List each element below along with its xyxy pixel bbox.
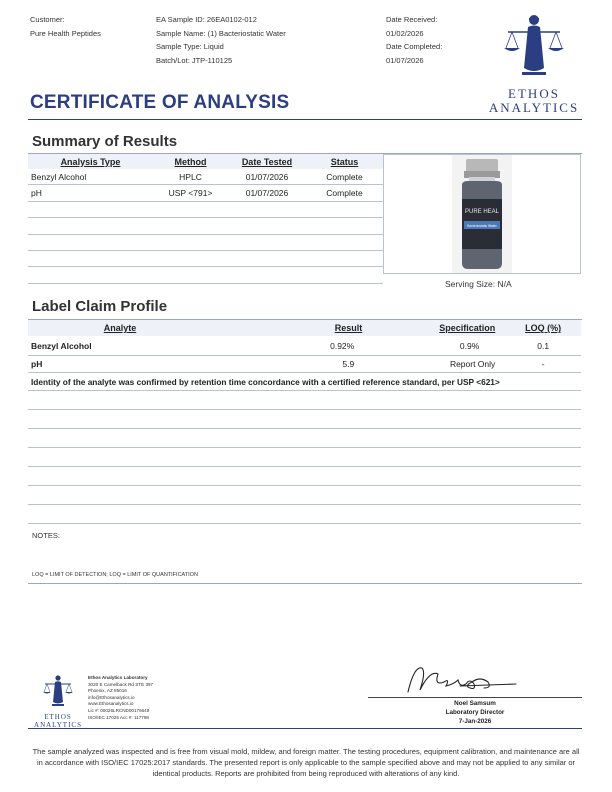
- empty-row: [28, 267, 383, 283]
- cell-method: USP <791>: [153, 185, 228, 201]
- loq-legend: LOQ = LIMIT OF DETECTION; LOQ = LIMIT OF QUANTIFICATION: [32, 572, 198, 578]
- page-title: CERTIFICATE OF ANALYSIS: [30, 92, 290, 113]
- serving-size: Serving Size: N/A: [445, 279, 512, 289]
- label-claim-header-row: [28, 320, 581, 336]
- signature-date: 7-Jan-2026: [458, 718, 492, 725]
- logo-line1: ETHOS: [508, 86, 560, 101]
- date-received-label: Date Received:: [386, 15, 438, 24]
- empty-row: [28, 467, 581, 486]
- footer-divider: [28, 728, 582, 729]
- lab-logo: [32, 673, 84, 729]
- date-completed-label: Date Completed:: [386, 42, 443, 51]
- col-result: Result: [212, 320, 368, 336]
- empty-row: [28, 486, 581, 505]
- sample-type: Sample Type: Liquid: [156, 42, 224, 51]
- summary-heading: Summary of Results: [32, 133, 178, 150]
- lab-web: www.Ethosanalytics.io: [88, 701, 134, 707]
- notes-bottom-rule: [28, 583, 582, 584]
- cell-loq: 0.1: [505, 336, 581, 356]
- cell-specification: 0.9%: [368, 336, 505, 356]
- cell-result: 5.9: [212, 356, 368, 373]
- cell-analysis-type: Benzyl Alcohol: [28, 169, 153, 185]
- customer-value: Pure Health Peptides: [30, 28, 101, 38]
- vial-image: [452, 155, 512, 273]
- col-loq: LOQ (%): [505, 320, 581, 336]
- cell-status: Complete: [306, 185, 383, 201]
- identity-note-row: [28, 373, 581, 391]
- label-claim-heading: Label Claim Profile: [32, 298, 168, 315]
- cell-date-tested: 01/07/2026: [228, 185, 306, 201]
- empty-row: [28, 505, 581, 524]
- col-method: Method: [153, 154, 228, 169]
- vial-label: PURE HEAL: [464, 209, 500, 215]
- signer-name: Noel Samsum: [454, 700, 496, 707]
- justice-scale-icon-small: [32, 673, 84, 709]
- logo-line2: ANALYTICS: [488, 100, 580, 115]
- empty-row: [28, 201, 383, 217]
- empty-row: [28, 218, 383, 234]
- handwritten-signature: [400, 660, 520, 700]
- cell-analyte: pH: [28, 356, 212, 373]
- empty-row: [28, 391, 581, 410]
- lab-address1: 3020 E Camelback Rd STE 397: [88, 681, 154, 687]
- cell-specification: Report Only: [368, 356, 505, 373]
- footer-disclaimer: The sample analyzed was inspected and is free from visual mold, mildew, and foreign matter. The testing procedures, equipment calibration, and maintenance are all in accordance with ISO/IEC 17025:2017 standards. The presented report is only applicable to the sample specified above and may not be applied to any similar or identical products. Reports are prohibited from being reproduced with alterations of any kind.: [32, 747, 580, 778]
- lab-logo-line1: ETHOS: [44, 713, 72, 721]
- vial-sublabel: Bacteriostatic Water: [467, 224, 497, 228]
- lab-info: [88, 675, 153, 721]
- col-status: Status: [306, 154, 383, 169]
- justice-scale-icon: [482, 10, 586, 82]
- dates-block: [386, 13, 442, 67]
- notes-label: NOTES:: [32, 531, 60, 540]
- empty-row: [28, 250, 383, 266]
- lab-iso: ISO/IEC 17025 Acc #: 117798: [88, 714, 149, 720]
- signature-line: [368, 697, 582, 698]
- table-row: [28, 185, 383, 201]
- table-row: [28, 356, 581, 373]
- lab-name: Ethos Analytics Laboratory: [88, 675, 148, 680]
- summary-table: [28, 154, 383, 284]
- label-claim-table: [28, 320, 581, 524]
- cell-method: HPLC: [153, 169, 228, 185]
- title-divider: [28, 119, 582, 120]
- cell-result: 0.92%: [212, 336, 368, 356]
- sample-id: EA Sample ID: 26EA0102-012: [156, 15, 257, 24]
- sample-name: Sample Name: (1) Bacteriostatic Water: [156, 28, 286, 38]
- empty-row: [28, 448, 581, 467]
- signer-role: Laboratory Director: [445, 709, 505, 716]
- customer-label: Customer:: [30, 15, 65, 24]
- lab-license: Lic #: 00026LRCND00176649: [88, 707, 150, 713]
- lab-email: info@Ethosanalytics.io: [88, 694, 135, 700]
- batch-lot: Batch/Lot: JTP-110125: [156, 55, 233, 65]
- cell-date-tested: 01/07/2026: [228, 169, 306, 185]
- date-completed: 01/07/2026: [386, 55, 424, 65]
- col-analysis-type: Analysis Type: [28, 154, 153, 169]
- cell-analysis-type: pH: [28, 185, 153, 201]
- empty-row: [28, 429, 581, 448]
- product-image-box: [383, 154, 581, 274]
- empty-row: [28, 410, 581, 429]
- cell-analyte: Benzyl Alcohol: [28, 336, 212, 356]
- customer-block: [30, 13, 101, 40]
- identity-note: Identity of the analyte was confirmed by retention time concordance with a certified reference standard, per USP <621>: [28, 373, 581, 391]
- summary-header-row: [28, 154, 383, 169]
- lab-logo-line2: ANALYTICS: [34, 721, 82, 729]
- ethos-logo: [482, 10, 586, 114]
- signature-block: [368, 699, 582, 726]
- cell-status: Complete: [306, 169, 383, 185]
- cell-loq: -: [505, 356, 581, 373]
- col-analyte: Analyte: [28, 320, 212, 336]
- sample-info-block: [156, 13, 286, 67]
- table-row: [28, 336, 581, 356]
- empty-row: [28, 234, 383, 250]
- col-specification: Specification: [368, 320, 505, 336]
- date-received: 01/02/2026: [386, 28, 424, 38]
- lab-address2: Phoenix, AZ 85016: [88, 688, 127, 694]
- col-date-tested: Date Tested: [228, 154, 306, 169]
- table-row: [28, 169, 383, 185]
